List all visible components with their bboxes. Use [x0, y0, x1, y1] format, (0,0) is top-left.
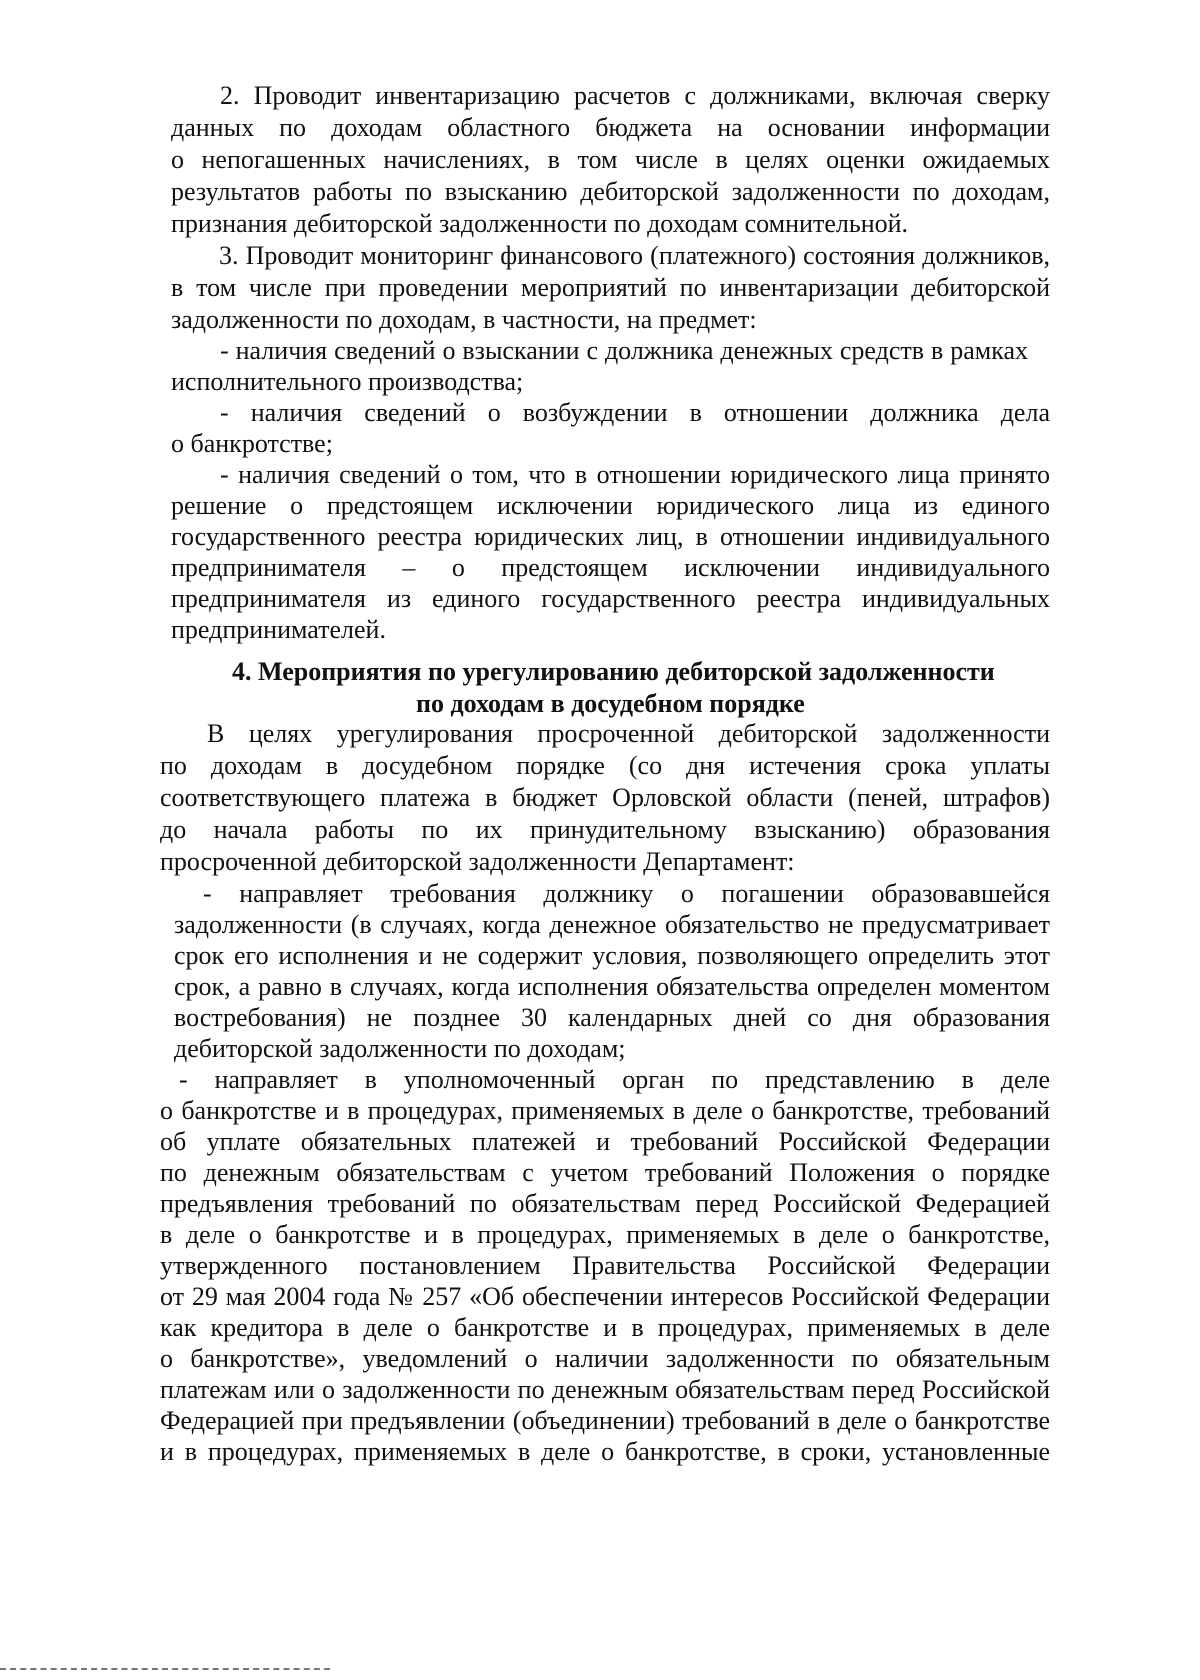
text-line: предъявления требований по обязательствам перед Российской Федерацией [160, 1189, 1050, 1218]
section-heading: по доходам в досудебном порядке [416, 689, 805, 718]
text-line: по доходам в досудебном порядке (со дня истечения срока уплаты [160, 751, 1050, 780]
text-line: решение о предстоящем исключении юридического лица из единого [171, 491, 1050, 520]
text-line: как кредитора в деле о банкротстве и в процедурах, применяемых в деле [160, 1313, 1050, 1342]
text-line: о непогашенных начислениях, в том числе в целях оценки ожидаемых [171, 145, 1050, 174]
text-line: платежам или о задолженности по денежным обязательствам перед Российской [160, 1375, 1050, 1404]
text-line: 2. Проводит инвентаризацию расчетов с должниками, включая сверку [220, 81, 1050, 110]
section-heading: 4. Мероприятия по урегулированию дебиторской задолженности [232, 657, 995, 686]
text-line: задолженности (в случаях, когда денежное обязательство не предусматривает [174, 910, 1050, 939]
page-bottom-rule [0, 1668, 330, 1670]
text-line: В целях урегулирования просроченной дебиторской задолженности [207, 719, 1050, 748]
text-line: востребования) не позднее 30 календарных дней со дня образования [174, 1003, 1050, 1032]
text-line: по денежным обязательствам с учетом требований Положения о порядке [160, 1158, 1050, 1187]
text-line: до начала работы по их принудительному взысканию) образования [160, 815, 1050, 844]
text-line: срок его исполнения и не содержит условия, позволяющего определить этот [174, 941, 1050, 970]
text-line: данных по доходам областного бюджета на основании информации [171, 113, 1050, 142]
text-line: соответствующего платежа в бюджет Орловской области (пеней, штрафов) [160, 783, 1050, 812]
text-line: Федерацией при предъявлении (объединении) требований в деле о банкротстве [160, 1406, 1050, 1435]
text-line: в том числе при проведении мероприятий по инвентаризации дебиторской [171, 273, 1050, 302]
text-line: - наличия сведений о возбуждении в отношении должника дела [220, 398, 1050, 427]
text-line: 3. Проводит мониторинг финансового (платежного) состояния должников, [219, 241, 1050, 270]
text-line: государственного реестра юридических лиц, в отношении индивидуального [171, 522, 1050, 551]
text-line: - направляет требования должнику о погашении образовавшейся [203, 879, 1050, 908]
text-line: просроченной дебиторской задолженности Департамент: [160, 847, 795, 876]
text-line: о банкротстве и в процедурах, применяемых в деле о банкротстве, требований [160, 1096, 1050, 1125]
text-line: предпринимателя – о предстоящем исключении индивидуального [171, 553, 1050, 582]
text-line: дебиторской задолженности по доходам; [174, 1034, 626, 1063]
text-line: - наличия сведений о том, что в отношении юридического лица принято [220, 460, 1050, 489]
text-line: - наличия сведений о взыскании с должника денежных средств в рамках [220, 336, 1028, 365]
text-line: в деле о банкротстве и в процедурах, применяемых в деле о банкротстве, [160, 1220, 1050, 1249]
text-line: утвержденного постановлением Правительства Российской Федерации [160, 1251, 1050, 1280]
text-line: от 29 мая 2004 года № 257 «Об обеспечении интересов Российской Федерации [160, 1282, 1050, 1311]
text-line: и в процедурах, применяемых в деле о банкротстве, в сроки, установленные [160, 1437, 1050, 1466]
text-line: задолженности по доходам, в частности, на предмет: [171, 305, 757, 334]
text-line: признания дебиторской задолженности по доходам сомнительной. [171, 209, 909, 238]
text-line: о банкротстве», уведомлений о наличии задолженности по обязательным [160, 1344, 1050, 1373]
text-line: срок, а равно в случаях, когда исполнения обязательства определен моментом [174, 972, 1050, 1001]
text-line: о банкротстве; [171, 429, 333, 458]
text-line: предпринимателя из единого государственного реестра индивидуальных [171, 584, 1050, 613]
text-line: предпринимателей. [171, 615, 386, 644]
text-line: об уплате обязательных платежей и требований Российской Федерации [160, 1127, 1050, 1156]
text-line: - направляет в уполномоченный орган по представлению в деле [179, 1065, 1050, 1094]
text-line: исполнительного производства; [171, 367, 524, 396]
text-line: результатов работы по взысканию дебиторской задолженности по доходам, [171, 177, 1050, 206]
